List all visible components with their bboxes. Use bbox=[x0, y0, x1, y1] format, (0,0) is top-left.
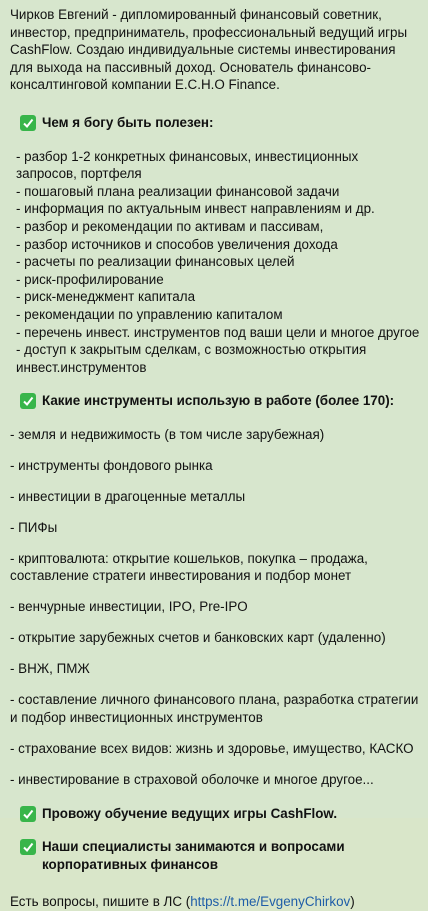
section-title: Наши специалисты занимаются и вопросами корпоративных финансов bbox=[42, 839, 345, 872]
list-item: - ВНЖ, ПМЖ bbox=[10, 661, 90, 677]
list-item: - информация по актуальным инвест направлениям и др. bbox=[16, 201, 375, 217]
telegram-link[interactable]: https://t.me/EvgenyChirkov bbox=[190, 894, 351, 910]
list-item: - криптовалюта: открытие кошельков, покупка – продажа, составление стратеги инвестирования и подбор монет bbox=[10, 550, 368, 584]
contact-text-end: ) bbox=[350, 894, 355, 910]
list-item: - рекомендации по управлению капиталом bbox=[16, 306, 283, 322]
contact-line bbox=[10, 893, 420, 911]
section-title: Провожу обучение ведущих игры CashFlow. bbox=[42, 805, 338, 821]
check-mark-icon bbox=[20, 839, 36, 855]
services-list bbox=[16, 148, 420, 377]
list-item: - инструменты фондового рынка bbox=[10, 457, 213, 473]
list-item: - разбор источников и способов увеличения дохода bbox=[16, 236, 338, 252]
list-item: - перечень инвест. инструментов под ваши цели и многое другое bbox=[16, 324, 420, 340]
list-item: - разбор 1-2 конкретных финансовых, инвестиционных запросов, портфеля bbox=[16, 148, 359, 182]
list-item: - венчурные инвестиции, IPO, Pre-IPO bbox=[10, 599, 248, 615]
instruments-list bbox=[10, 426, 420, 789]
section-title: Чем я богу быть полезен: bbox=[42, 114, 214, 130]
check-mark-icon bbox=[20, 806, 36, 822]
check-mark-icon bbox=[20, 115, 36, 131]
check-mark-icon bbox=[20, 393, 36, 409]
list-item: - инвестирование в страховой оболочке и многое другое... bbox=[10, 771, 374, 787]
list-item: - страхование всех видов: жизнь и здоровье, имущество, КАСКО bbox=[10, 740, 414, 756]
list-item: - риск-менеджмент капитала bbox=[16, 289, 196, 305]
contact-text: Есть вопросы, пишите в ЛС ( bbox=[10, 894, 191, 910]
section-heading-instruments bbox=[20, 392, 420, 410]
list-item: - составление личного финансового плана, разработка стратегии и подбор инвестиционных инструментов bbox=[10, 692, 419, 725]
list-item: - инвестиции в драгоценные металлы bbox=[10, 488, 246, 504]
list-item: - земля и недвижимость (в том числе зарубежная) bbox=[10, 426, 325, 442]
list-item: - открытие зарубежных счетов и банковских карт (удаленно) bbox=[10, 630, 386, 646]
list-item: - разбор и рекомендации по активам и пассивам, bbox=[16, 218, 324, 234]
list-item: - риск-профилирование bbox=[16, 271, 164, 287]
section-heading-training bbox=[20, 805, 420, 823]
section-heading-useful bbox=[20, 114, 420, 132]
list-item: - расчеты по реализации финансовых целей bbox=[16, 254, 295, 270]
list-item: - доступ к закрытым сделкам, с возможностью открытия инвест.инструментов bbox=[16, 342, 367, 375]
list-item: - пошаговый плана реализации финансовой задачи bbox=[16, 183, 340, 199]
intro-text: Чирков Евгений - дипломированный финансовый советник, инвестор, предприниматель, профессиональный ведущий игры CashFlow. Создаю индивидуальные системы инвестирования для выхода на пассивный доход. Основатель финансово-консалтинговой компании E.C.H.O Finance. bbox=[10, 7, 408, 93]
section-title: Какие инструменты использую в работе (более 170): bbox=[42, 393, 395, 409]
section-heading-corporate bbox=[20, 838, 420, 873]
list-item: - ПИФы bbox=[10, 519, 58, 535]
